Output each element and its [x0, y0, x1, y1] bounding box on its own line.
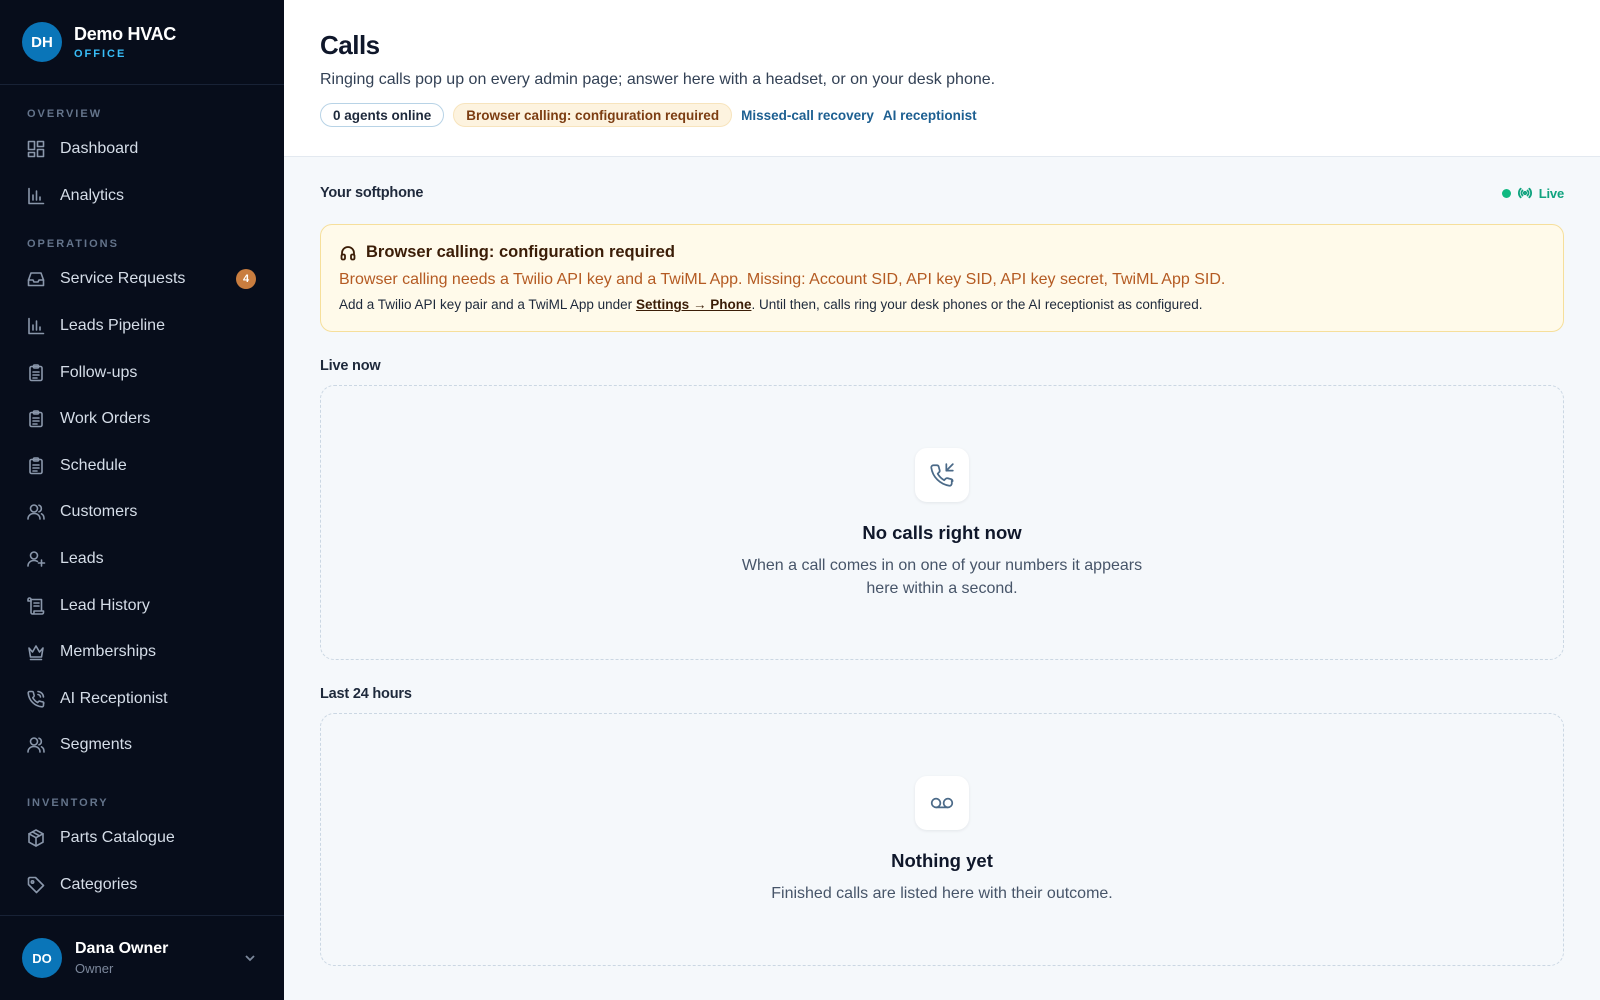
brand-name: Demo HVAC: [74, 24, 176, 44]
user-role: Owner: [75, 961, 114, 976]
clipboard-icon: [26, 409, 46, 429]
header-chips: [320, 103, 1564, 127]
live-now-header: [320, 358, 1564, 374]
nav-inventory: [0, 769, 284, 908]
settings-phone-link[interactable]: Settings → Phone: [635, 297, 752, 312]
sidebar-item-label: Work Orders: [60, 410, 151, 428]
sidebar-item-analytics[interactable]: [0, 173, 284, 220]
brand-subtitle: OFFICE: [74, 48, 127, 60]
main-content: [284, 0, 1600, 1000]
section-title-last-24-hours: Last 24 hours: [320, 686, 412, 702]
page-subtitle: Ringing calls pop up on every admin page; answer here with a headset, or on your desk phone.: [320, 71, 996, 88]
empty-state-description: Finished calls are listed here with their outcome.: [771, 885, 1113, 902]
page-header: [284, 0, 1600, 157]
sidebar-item-label: Leads: [60, 550, 104, 568]
sidebar-item-label: Memberships: [60, 643, 157, 661]
softphone-header: [320, 185, 1564, 201]
sidebar-item-memberships[interactable]: [0, 629, 284, 676]
chevron-down-icon[interactable]: [242, 950, 258, 966]
sidebar-item-leads[interactable]: [0, 536, 284, 583]
phone-incoming-icon: [929, 462, 955, 488]
sidebar-item-label: Schedule: [60, 456, 127, 474]
sidebar-item-customers[interactable]: [0, 489, 284, 536]
nav-heading-inventory: INVENTORY: [27, 796, 109, 809]
live-status-label: Live: [1538, 185, 1564, 201]
box-icon: [26, 828, 46, 848]
alert-note-text: Add a Twilio API key pair and a TwiML App under: [339, 297, 636, 312]
empty-state-title: Nothing yet: [891, 850, 993, 871]
nav-heading-operations: OPERATIONS: [27, 238, 119, 251]
sidebar-item-schedule[interactable]: [0, 443, 284, 490]
sidebar-item-label: Analytics: [60, 186, 125, 204]
crown-icon: [26, 642, 46, 662]
headset-icon: [339, 244, 357, 262]
sidebar-item-label: Categories: [60, 875, 138, 893]
nav-operations: [0, 219, 284, 769]
nav-heading-overview: OVERVIEW: [27, 108, 103, 120]
sidebar-item-leads-pipeline[interactable]: [0, 303, 284, 350]
section-title-softphone: Your softphone: [320, 185, 424, 201]
empty-state-title: No calls right now: [862, 522, 1022, 543]
sidebar-item-label: Service Requests: [60, 270, 186, 288]
sidebar-item-service-requests[interactable]: [0, 256, 284, 303]
sidebar-item-parts-catalogue[interactable]: [0, 815, 284, 862]
sidebar-item-label: AI Receptionist: [60, 689, 168, 707]
bar-chart-icon: [26, 316, 46, 336]
user-plus-icon: [26, 549, 46, 569]
clipboard-icon: [26, 363, 46, 383]
users-icon: [26, 502, 46, 522]
tag-icon: [26, 875, 46, 895]
live-calls-empty-state: [320, 385, 1564, 660]
sidebar: [0, 0, 284, 1000]
alert-body: Browser calling needs a Twilio API key and a TwiML App. Missing: Account SID, API key SID, API key secret, TwiML App SID.: [339, 271, 1226, 288]
empty-icon-box: [915, 448, 969, 502]
avatar: DO: [22, 938, 62, 978]
scroll-icon: [26, 596, 46, 616]
nav-overview: [0, 85, 284, 219]
user-menu[interactable]: [0, 915, 284, 1000]
user-name: Dana Owner: [75, 940, 169, 957]
ai-receptionist-link[interactable]: AI receptionist: [882, 107, 977, 123]
recent-calls-empty-state: [320, 713, 1564, 966]
empty-desc-line: here within a second.: [866, 580, 1018, 597]
agents-online-badge: 0 agents online: [320, 103, 444, 127]
alert-note: [339, 297, 1545, 312]
sidebar-item-lead-history[interactable]: [0, 582, 284, 629]
inbox-icon: [26, 269, 46, 289]
missed-call-recovery-link[interactable]: Missed-call recovery: [741, 107, 874, 123]
sidebar-item-follow-ups[interactable]: [0, 349, 284, 396]
sidebar-item-label: Lead History: [60, 596, 150, 614]
brand-avatar: DH: [22, 22, 62, 62]
sidebar-item-ai-receptionist[interactable]: [0, 676, 284, 723]
live-status: [1502, 186, 1564, 201]
sidebar-item-label: Parts Catalogue: [60, 829, 175, 847]
sidebar-item-label: Leads Pipeline: [60, 317, 165, 335]
sidebar-item-segments[interactable]: [0, 722, 284, 769]
dashboard-icon: [26, 139, 46, 159]
empty-icon-box: [915, 776, 969, 830]
sidebar-item-categories[interactable]: [0, 861, 284, 908]
sidebar-item-dashboard[interactable]: [0, 126, 284, 173]
sidebar-item-work-orders[interactable]: [0, 396, 284, 443]
browser-calling-status-badge: Browser calling: configuration required: [453, 103, 732, 127]
alert-title: [339, 243, 1545, 262]
empty-desc-line: When a call comes in on one of your numbers it appears: [741, 557, 1143, 574]
voicemail-icon: [929, 790, 955, 816]
status-dot: [1502, 189, 1511, 198]
users-icon: [26, 735, 46, 755]
sidebar-item-label: Follow-ups: [60, 363, 138, 381]
phone-call-icon: [26, 689, 46, 709]
clipboard-icon: [26, 456, 46, 476]
bar-chart-icon: [26, 186, 46, 206]
content: [284, 185, 1600, 966]
config-alert: [320, 224, 1564, 332]
section-title-live-now: Live now: [320, 358, 381, 374]
empty-state-description: [742, 554, 1142, 600]
count-badge: 4: [236, 269, 256, 289]
page-title: Calls: [320, 30, 380, 60]
last-24-hours-header: [320, 686, 1564, 702]
sidebar-item-label: Dashboard: [60, 140, 139, 158]
radio-signal-icon: [1518, 186, 1532, 200]
sidebar-item-label: Customers: [60, 503, 138, 521]
alert-title-text: Browser calling: configuration required: [366, 243, 675, 261]
sidebar-item-label: Segments: [60, 736, 133, 754]
alert-note-text: . Until then, calls ring your desk phones or the AI receptionist as configured.: [751, 297, 1203, 312]
brand[interactable]: [0, 0, 284, 85]
